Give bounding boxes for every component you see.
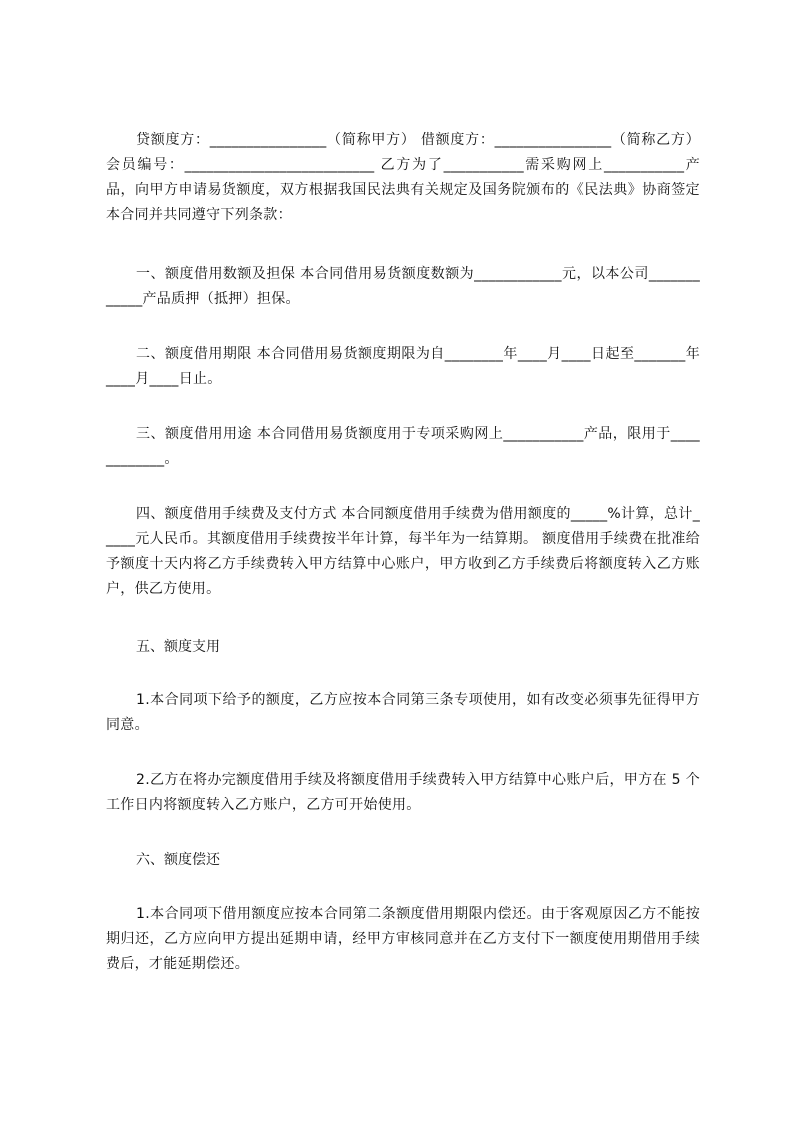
section-5-item-1: 1.本合同项下给予的额度，乙方应按本合同第三条专项使用，如有改变必须事先征得甲方同意。 xyxy=(106,692,700,733)
section-5-title: 五、额度支用 xyxy=(136,639,220,655)
clause-3-purpose: 三、额度借用用途 本合同借用易货额度用于专项采购网上___________产品，限用于____________。 xyxy=(106,426,700,467)
section-6-title: 六、额度偿还 xyxy=(136,852,220,868)
section-6-item-1: 1.本合同项下借用额度应按本合同第二条额度借用期限内偿还。由于客观原因乙方不能按期归还，乙方应向甲方提出延期申请，经甲方审核同意并在乙方支付下一额度使用期借用手续费后，才能延期偿还。 xyxy=(106,906,700,972)
clause-2-term: 二、额度借用期限 本合同借用易货额度期限为自________年____月____日起至_______年____月____日止。 xyxy=(106,346,700,387)
section-5-item-2: 2.乙方在将办完额度借用手续及将额度借用手续费转入甲方结算中心账户后，甲方在 5 个工作日内将额度转入乙方账户，乙方可开始使用。 xyxy=(106,772,700,813)
contract-intro: 贷额度方：________________（简称甲方） 借额度方：________________（简称乙方） 会员编号：__________________________ 乙方为了___________需采购网上___________产品，向甲方申请易货额度，双方根据我国民法典有关规定及国务院颁布的《民法典》协商签定本合同并共同遵守下列条款： xyxy=(106,132,700,223)
clause-1-amount-guarantee: 一、额度借用数额及担保 本合同借用易货额度数额为____________元，以本公司____________产品质押（抵押）担保。 xyxy=(106,266,700,307)
clause-4-fee-payment: 四、额度借用手续费及支付方式 本合同额度借用手续费为借用额度的_____%计算，总计_____元人民币。其额度借用手续费按半年计算，每半年为一结算期。 额度借用手续费在批准给予额度十天内将乙方手续费转入甲方结算中心账户，甲方收到乙方手续费后将额度转入乙方账户，供乙方使用。 xyxy=(106,506,700,597)
